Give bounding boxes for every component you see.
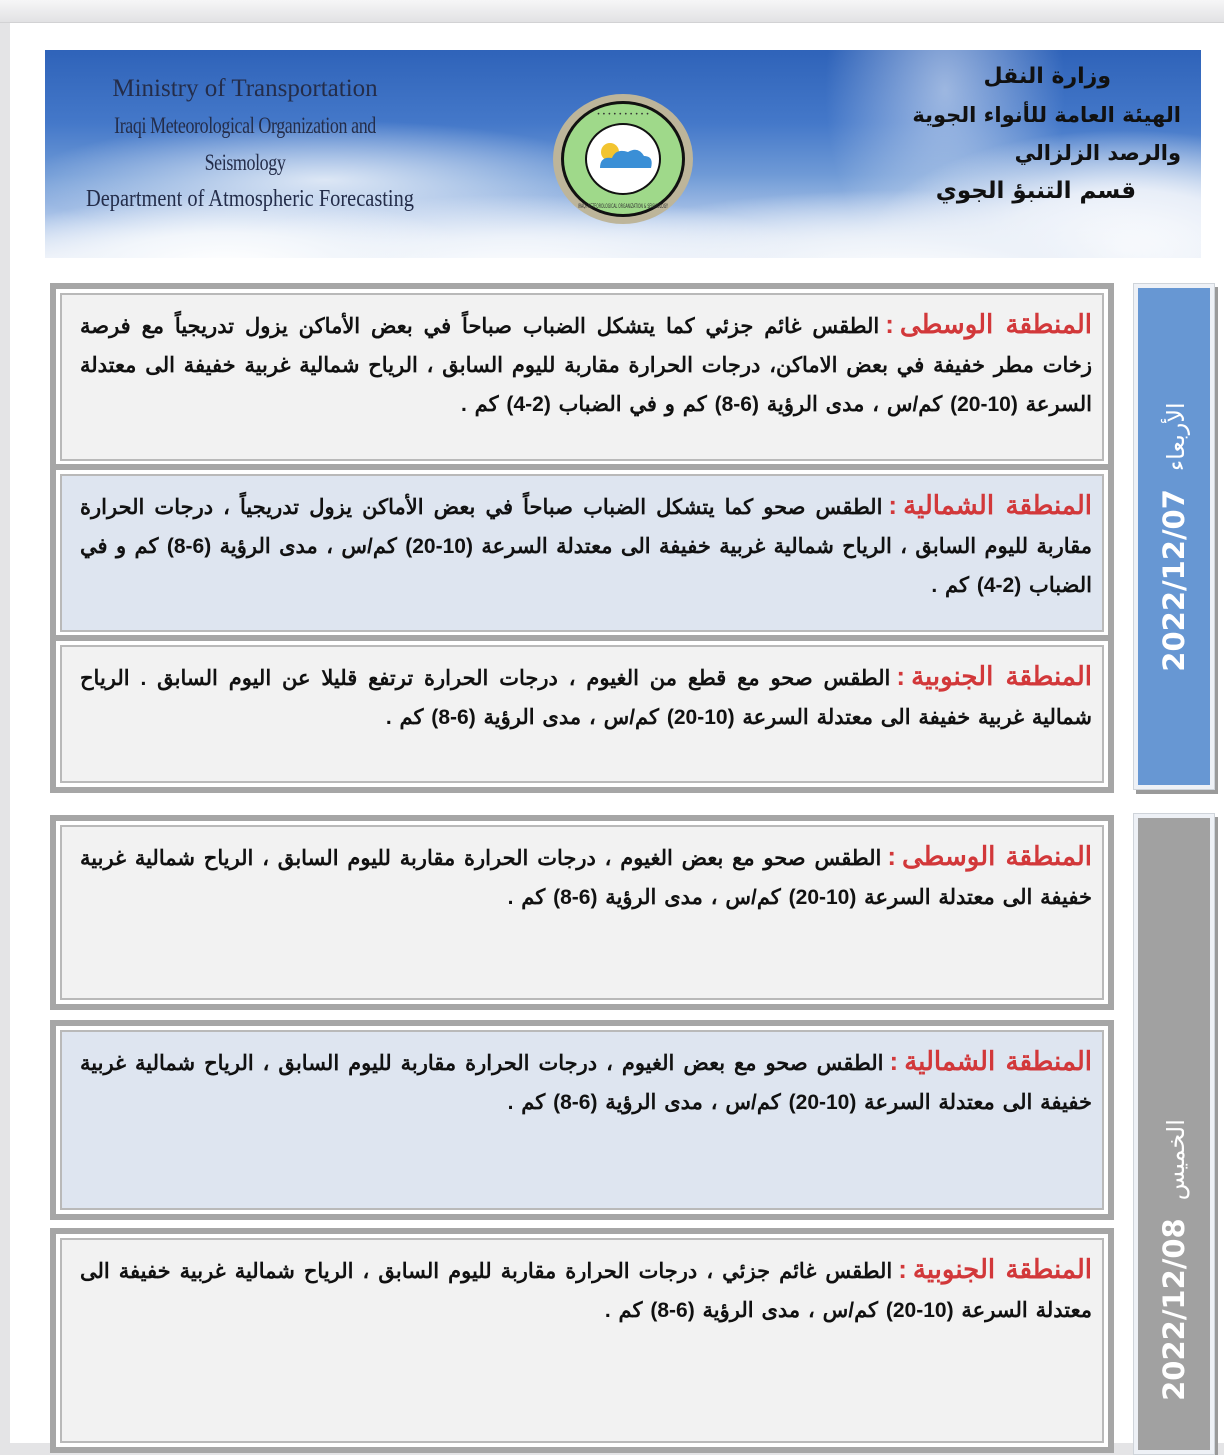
date-tab-fill (1138, 288, 1210, 785)
forecast-date: 2022/12/07 (1157, 488, 1191, 672)
region-separator: : (887, 841, 896, 871)
forecast-panel-north-day2 (50, 1020, 1114, 1220)
region-forecast: الطقس صحو كما يتشكل الضباب صباحاً في بعض الأماكن يزول تدريجياً ، درجات الحرارة مقاربة لليوم السابق ، الرياح شمالية غربية خفيفة الى معتدلة السرعة (10-20) كم/س ، مدى الرؤية (6-8) كم و في الضباب (2-4) كم . (80, 496, 1092, 597)
region-forecast: الطقس غائم جزئي كما يتشكل الضباب صباحاً في بعض الأماكن يزول تدريجياً مع فرصة زخات مطر خفيفة في بعض الاماكن، درجات الحرارة مقاربة لليوم السابق ، الرياح شمالية غربية خفيفة الى معتدلة السرعة (10-20) كم/س ، مدى الرؤية (6-8) كم و في الضباب (2-4) كم . (80, 315, 1092, 416)
organization-name-ar: الهيئة العامة للأنواء الجوية والرصد الزلزالي (912, 103, 1181, 165)
region-name: المنطقة الوسطى (899, 309, 1092, 339)
region-separator: : (896, 661, 906, 691)
region-separator: : (885, 309, 894, 339)
region-forecast: الطقس صحو مع قطع من الغيوم ، درجات الحرارة ترتفع قليلا عن اليوم السابق . الرياح شمالية غربية خفيفة الى معتدلة السرعة (10-20) كم/س ، مدى الرؤية (6-8) كم . (80, 667, 1092, 729)
forecast-day: الأربعاء (1162, 401, 1190, 471)
panel-inner (60, 293, 1104, 461)
region-name: المنطقة الجنوبية (911, 661, 1092, 691)
panel-inner (60, 645, 1104, 783)
forecast-text (80, 486, 1092, 605)
forecast-day: الخميس (1162, 1119, 1190, 1201)
region-name: المنطقة الشمالية (903, 490, 1092, 520)
panel-inner (60, 474, 1104, 632)
forecast-panel-central-day1 (50, 283, 1114, 471)
forecast-date: 2022/12/08 (1157, 1218, 1191, 1402)
organization-logo-icon (550, 90, 696, 228)
region-separator: : (898, 1254, 907, 1284)
forecast-text (80, 305, 1092, 424)
ministry-name-ar: وزارة النقل (983, 64, 1111, 89)
arabic-header (841, 58, 1181, 210)
date-label (1157, 1119, 1191, 1401)
forecast-panel-central-day2 (50, 815, 1114, 1010)
date-tab-wednesday (1133, 283, 1215, 790)
forecast-text (80, 1250, 1092, 1330)
department-name-en: Department of Atmospheric Forecasting (85, 186, 415, 212)
english-header (45, 70, 445, 218)
header-banner (45, 50, 1201, 258)
forecast-panel-south-day2 (50, 1228, 1114, 1453)
panel-inner (60, 825, 1104, 1000)
region-separator: : (888, 490, 898, 520)
forecast-text (80, 1042, 1092, 1122)
region-name: المنطقة الوسطى (901, 841, 1092, 871)
ministry-name-en: Ministry of Transportation (112, 75, 378, 102)
logo-ring-text-bottom: IRAQI METEOROLOGICAL ORGANIZATION & SEISMOLOGY (578, 203, 669, 210)
panel-inner (60, 1030, 1104, 1210)
organization-name-en: Iraqi Meteorological Organization and Seismology (114, 113, 376, 175)
forecast-panel-south-day1 (50, 635, 1114, 793)
region-separator: : (889, 1046, 899, 1076)
date-tab-fill (1138, 818, 1210, 1450)
date-tab-thursday (1133, 813, 1215, 1455)
logo-ring-text-top: • • • • • • • • • • (596, 111, 650, 118)
region-forecast: الطقس صحو مع بعض الغيوم ، درجات الحرارة مقاربة لليوم السابق ، الرياح شمالية غربية خفيفة الى معتدلة السرعة (10-20) كم/س ، مدى الرؤية (6-8) كم . (80, 1052, 1092, 1114)
forecast-text (80, 657, 1092, 737)
region-name: المنطقة الجنوبية (912, 1254, 1092, 1284)
department-name-ar: قسم التنبؤ الجوي (935, 178, 1136, 204)
region-forecast: الطقس صحو مع بعض الغيوم ، درجات الحرارة مقاربة لليوم السابق ، الرياح شمالية غربية خفيفة الى معتدلة السرعة (10-20) كم/س ، مدى الرؤية (6-8) كم . (80, 847, 1092, 909)
date-label (1157, 402, 1191, 671)
viewer-top-bar (0, 0, 1224, 23)
forecast-panel-north-day1 (50, 464, 1114, 642)
forecast-text (80, 837, 1092, 917)
region-forecast: الطقس غائم جزئي ، درجات الحرارة مقاربة لليوم السابق ، الرياح شمالية غربية خفيفة الى معتدلة السرعة (10-20) كم/س ، مدى الرؤية (6-8) كم . (80, 1260, 1092, 1322)
region-name: المنطقة الشمالية (904, 1046, 1092, 1076)
panel-inner (60, 1238, 1104, 1443)
